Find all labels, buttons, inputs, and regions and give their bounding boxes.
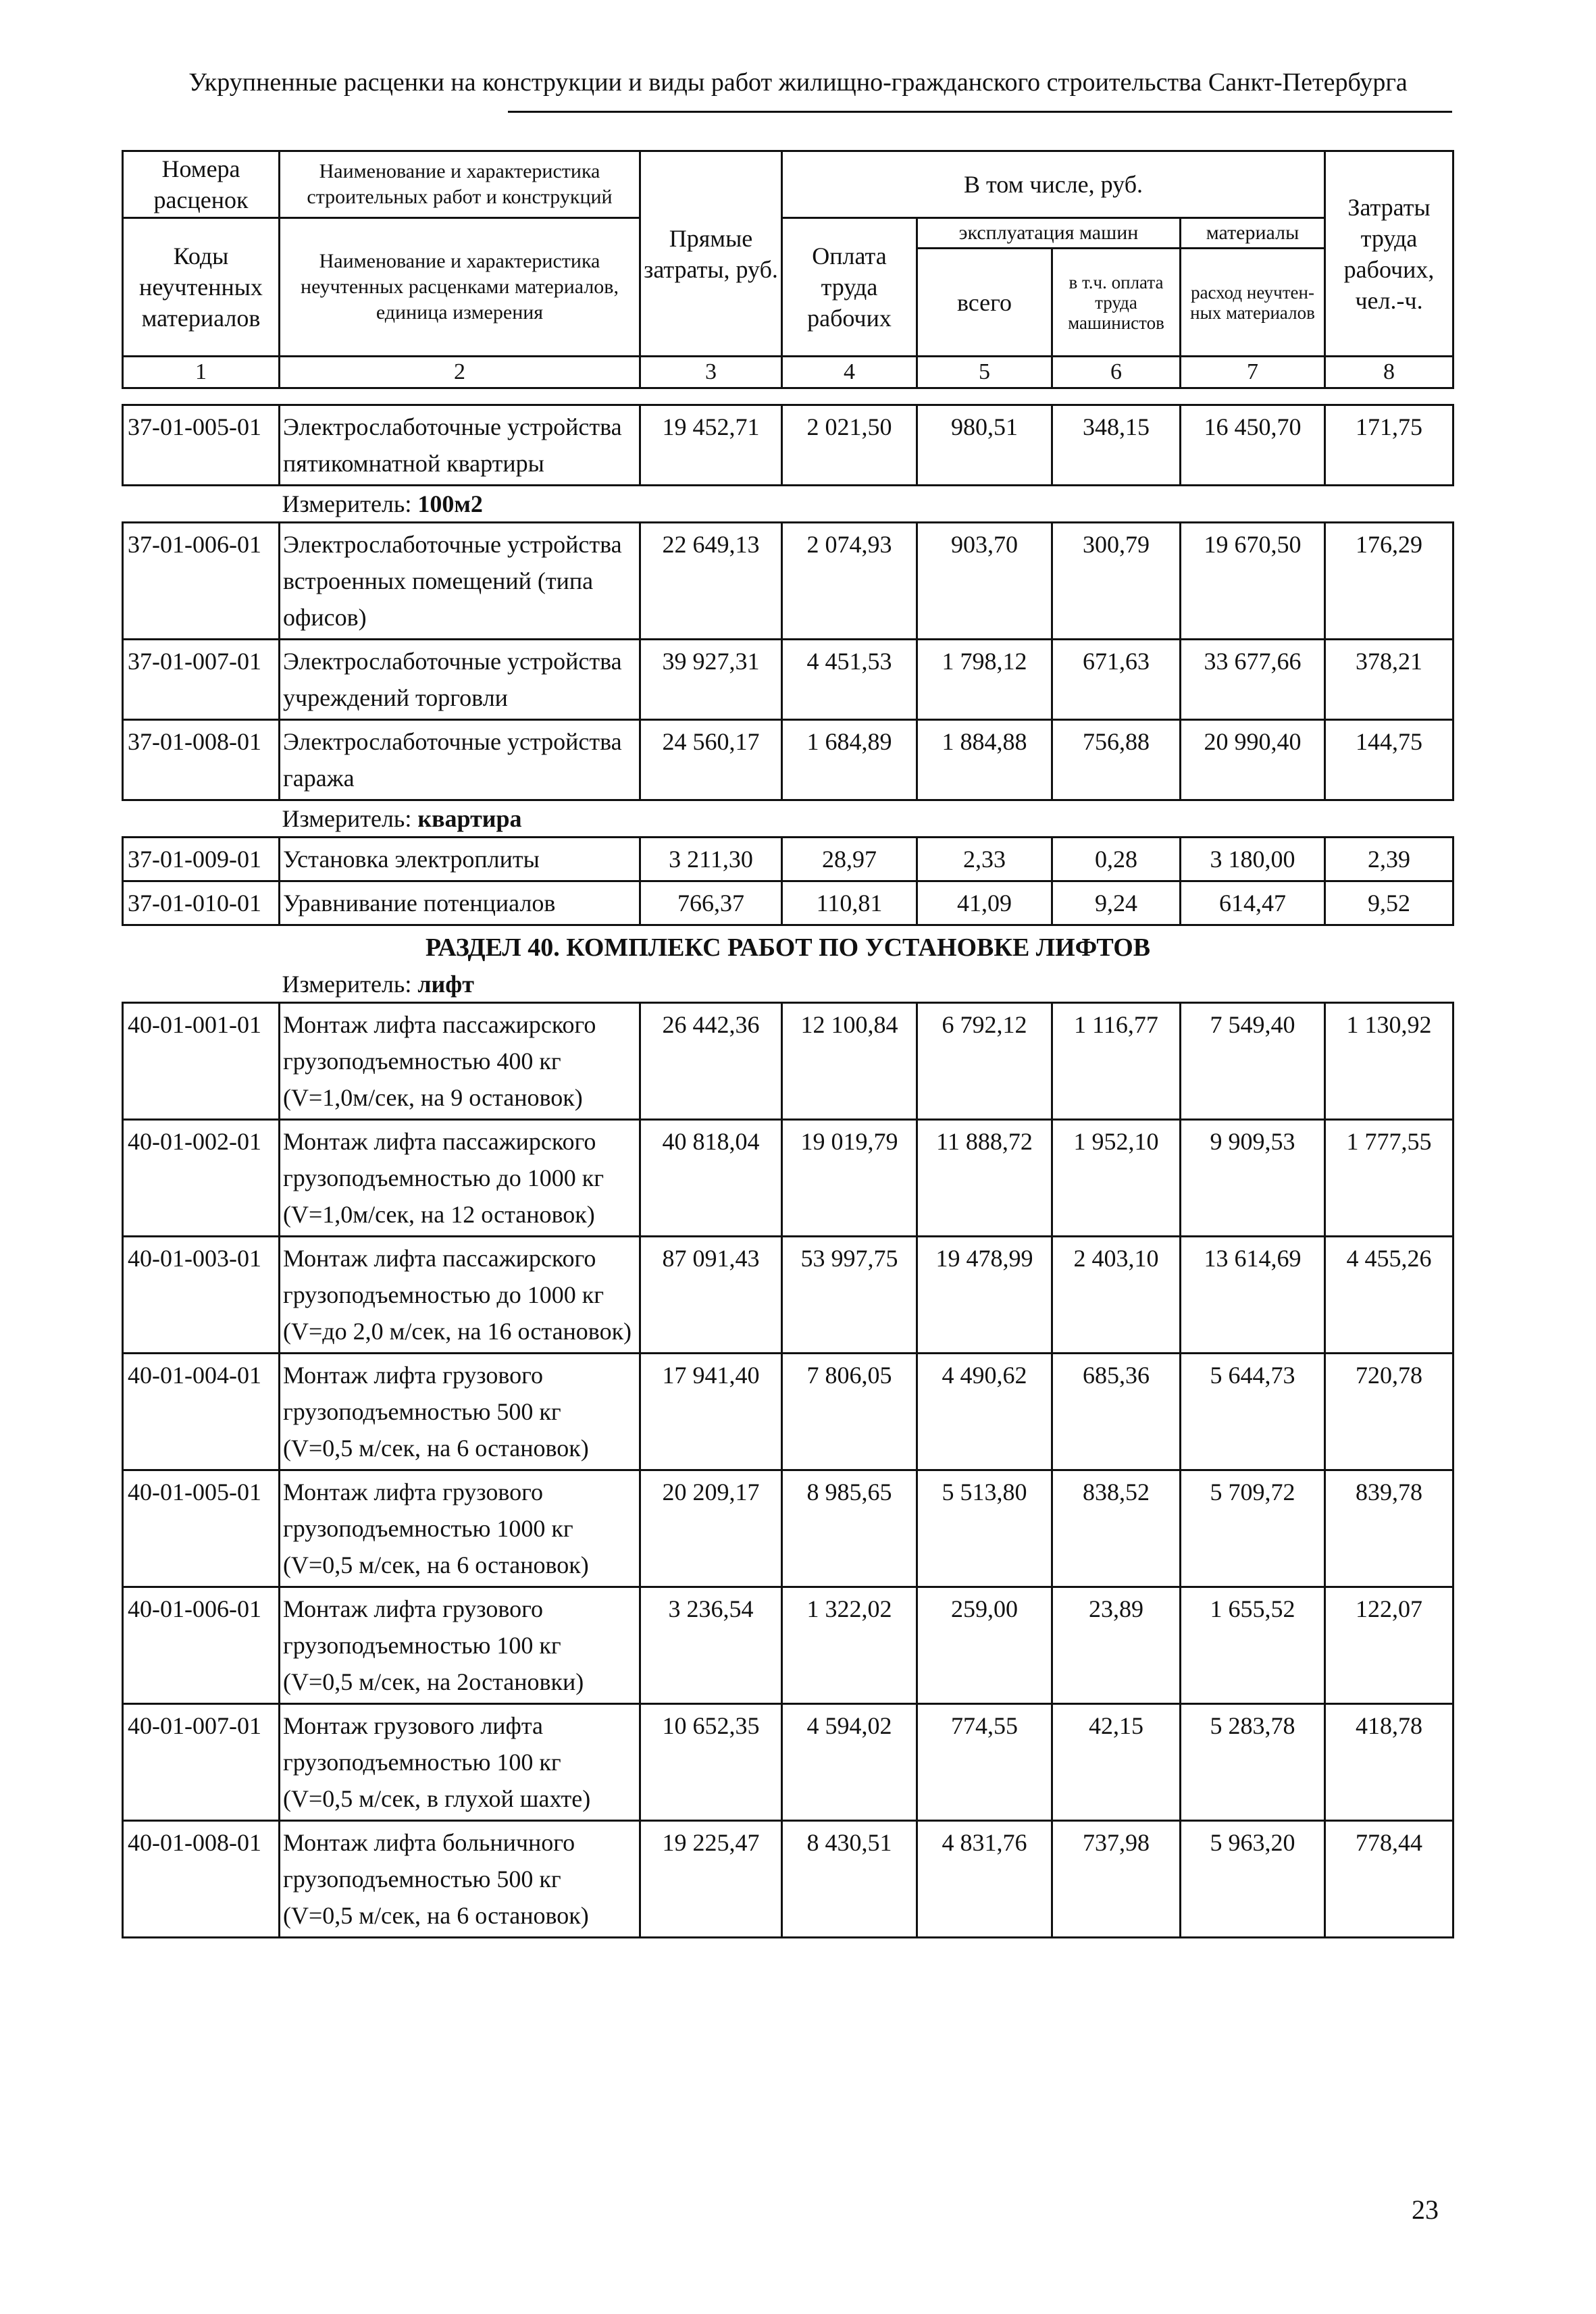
cell-labor: 19 019,79 [782, 1120, 917, 1237]
cell-materials: 5 644,73 [1181, 1354, 1325, 1470]
header-codes-bottom: Коды неучтенных материалов [123, 218, 280, 357]
cell-hours: 1 777,55 [1325, 1120, 1453, 1237]
cell-direct: 17 941,40 [640, 1354, 782, 1470]
cell-hours: 2,39 [1325, 838, 1453, 881]
header-number-7: 7 [1181, 357, 1325, 388]
cell-code: 37-01-009-01 [123, 838, 280, 881]
header-number-4: 4 [782, 357, 917, 388]
cell-direct: 3 236,54 [640, 1587, 782, 1704]
cell-name: Электрослаботочные устройства встроенных помещений (типа офисов) [280, 523, 640, 640]
cell-code: 40-01-006-01 [123, 1587, 280, 1704]
cell-machines: 6 792,12 [917, 1003, 1052, 1120]
cell-labor: 1 684,89 [782, 720, 917, 800]
meter-line-100m2: Измеритель: 100м2 [282, 490, 483, 517]
cell-direct: 19 225,47 [640, 1821, 782, 1938]
cell-name: Монтаж лифта грузового грузоподъемностью 100 кг (V=0,5 м/сек, на 2остановки) [280, 1587, 640, 1704]
cell-materials: 3 180,00 [1181, 838, 1325, 881]
table-row [123, 838, 1453, 881]
page-number: 23 [1412, 2194, 1439, 2225]
cell-name: Монтаж лифта грузового грузоподъемностью 500 кг (V=0,5 м/сек, на 6 остановок) [280, 1354, 640, 1470]
cell-labor: 4 451,53 [782, 640, 917, 720]
cell-machinists: 737,98 [1052, 1821, 1181, 1938]
table-row [123, 1120, 1453, 1237]
cell-materials: 1 655,52 [1181, 1587, 1325, 1704]
table-row [123, 1470, 1453, 1587]
cell-direct: 24 560,17 [640, 720, 782, 800]
cell-labor: 8 430,51 [782, 1821, 917, 1938]
cell-hours: 778,44 [1325, 1821, 1453, 1938]
cell-direct: 19 452,71 [640, 405, 782, 486]
cell-labor: 8 985,65 [782, 1470, 917, 1587]
cell-name: Электрослаботочные устройства пятикомнатной квартиры [280, 405, 640, 486]
header-number-5: 5 [917, 357, 1052, 388]
table-row [123, 1587, 1453, 1704]
cell-code: 37-01-006-01 [123, 523, 280, 640]
header-including: В том числе, руб. [782, 151, 1325, 218]
header-labor-cost: Затраты труда рабочих, чел.-ч. [1325, 151, 1453, 357]
cell-hours: 720,78 [1325, 1354, 1453, 1470]
cell-code: 40-01-007-01 [123, 1704, 280, 1821]
cell-labor: 110,81 [782, 881, 917, 925]
cell-materials: 13 614,69 [1181, 1237, 1325, 1354]
cell-materials: 614,47 [1181, 881, 1325, 925]
cell-code: 37-01-007-01 [123, 640, 280, 720]
cell-hours: 144,75 [1325, 720, 1453, 800]
header-number-8: 8 [1325, 357, 1453, 388]
header-name-top: Наименование и характеристика строительных работ и конструкций [280, 151, 640, 218]
cell-name: Монтаж лифта пассажирского грузоподъемностью до 1000 кг (V=1,0м/сек, на 12 остановок) [280, 1120, 640, 1237]
cell-machines: 1 884,88 [917, 720, 1052, 800]
cell-hours: 839,78 [1325, 1470, 1453, 1587]
cell-materials: 20 990,40 [1181, 720, 1325, 800]
cell-direct: 10 652,35 [640, 1704, 782, 1821]
header-codes-top: Номера расценок [123, 151, 280, 218]
cell-code: 40-01-008-01 [123, 1821, 280, 1938]
cell-materials: 33 677,66 [1181, 640, 1325, 720]
table-row [123, 640, 1453, 720]
cell-machinists: 42,15 [1052, 1704, 1181, 1821]
running-header: Укрупненные расценки на конструкции и виды работ жилищно-гражданского строительства Санкт-Петербурга [188, 68, 1408, 97]
cell-machinists: 2 403,10 [1052, 1237, 1181, 1354]
cell-hours: 176,29 [1325, 523, 1453, 640]
meter-line-lift: Измеритель: лифт [282, 971, 474, 998]
header-rule [508, 111, 1452, 113]
header-machines-total: всего [917, 249, 1052, 357]
cell-labor: 1 322,02 [782, 1587, 917, 1704]
cell-direct: 39 927,31 [640, 640, 782, 720]
cell-labor: 28,97 [782, 838, 917, 881]
table-row [123, 523, 1453, 640]
cell-code: 37-01-010-01 [123, 881, 280, 925]
cell-direct: 40 818,04 [640, 1120, 782, 1237]
cell-machines: 259,00 [917, 1587, 1052, 1704]
cell-name: Уравнивание потенциалов [280, 881, 640, 925]
cell-direct: 3 211,30 [640, 838, 782, 881]
cell-machines: 1 798,12 [917, 640, 1052, 720]
table-row [123, 1237, 1453, 1354]
header-name-bottom: Наименование и характеристика неучтенных расценками материалов, единица измерения [280, 218, 640, 357]
cell-code: 37-01-005-01 [123, 405, 280, 486]
cell-direct: 87 091,43 [640, 1237, 782, 1354]
cell-machinists: 1 952,10 [1052, 1120, 1181, 1237]
cell-machines: 980,51 [917, 405, 1052, 486]
cell-materials: 5 709,72 [1181, 1470, 1325, 1587]
cell-materials: 19 670,50 [1181, 523, 1325, 640]
cell-name: Электрослаботочные устройства гаража [280, 720, 640, 800]
cell-name: Электрослаботочные устройства учреждений торговли [280, 640, 640, 720]
table-row [123, 405, 1453, 486]
cell-labor: 2 021,50 [782, 405, 917, 486]
cell-machines: 11 888,72 [917, 1120, 1052, 1237]
header-machinists-pay: в т.ч. оплата труда машинистов [1052, 249, 1181, 357]
cell-machinists: 23,89 [1052, 1587, 1181, 1704]
cell-machinists: 9,24 [1052, 881, 1181, 925]
cell-code: 40-01-001-01 [123, 1003, 280, 1120]
cell-machinists: 685,36 [1052, 1354, 1181, 1470]
cell-code: 37-01-008-01 [123, 720, 280, 800]
cell-machinists: 0,28 [1052, 838, 1181, 881]
cell-labor: 53 997,75 [782, 1237, 917, 1354]
cell-machines: 2,33 [917, 838, 1052, 881]
table-row [123, 1354, 1453, 1470]
cell-machinists: 756,88 [1052, 720, 1181, 800]
cell-direct: 766,37 [640, 881, 782, 925]
cell-name: Монтаж лифта грузового грузоподъемностью 1000 кг (V=0,5 м/сек, на 6 остановок) [280, 1470, 640, 1587]
header-number-2: 2 [280, 357, 640, 388]
cell-code: 40-01-002-01 [123, 1120, 280, 1237]
cell-machinists: 300,79 [1052, 523, 1181, 640]
cell-hours: 418,78 [1325, 1704, 1453, 1821]
cell-name: Монтаж грузового лифта грузоподъемностью 100 кг (V=0,5 м/сек, в глухой шахте) [280, 1704, 640, 1821]
cell-name: Монтаж лифта пассажирского грузоподъемностью до 1000 кг (V=до 2,0 м/сек, на 16 остановок) [280, 1237, 640, 1354]
cell-direct: 22 649,13 [640, 523, 782, 640]
table-row [123, 1704, 1453, 1821]
cell-machinists: 838,52 [1052, 1470, 1181, 1587]
header-number-6: 6 [1052, 357, 1181, 388]
cell-materials: 16 450,70 [1181, 405, 1325, 486]
cell-materials: 9 909,53 [1181, 1120, 1325, 1237]
cell-machinists: 671,63 [1052, 640, 1181, 720]
cell-labor: 7 806,05 [782, 1354, 917, 1470]
header-number-1: 1 [123, 357, 280, 388]
cell-labor: 4 594,02 [782, 1704, 917, 1821]
cell-machines: 41,09 [917, 881, 1052, 925]
cell-machines: 19 478,99 [917, 1237, 1052, 1354]
cell-code: 40-01-005-01 [123, 1470, 280, 1587]
table-row [123, 881, 1453, 925]
cell-machinists: 1 116,77 [1052, 1003, 1181, 1120]
meter-line-apartment: Измеритель: квартира [282, 805, 522, 832]
cell-direct: 26 442,36 [640, 1003, 782, 1120]
cell-labor: 2 074,93 [782, 523, 917, 640]
header-labor-pay: Оплата труда рабочих [782, 218, 917, 357]
cell-hours: 9,52 [1325, 881, 1453, 925]
cell-hours: 378,21 [1325, 640, 1453, 720]
header-materials: материалы [1181, 218, 1325, 249]
header-materials-unaccounted: расход неучтен-ных материалов [1181, 249, 1325, 357]
cell-direct: 20 209,17 [640, 1470, 782, 1587]
cell-machines: 4 490,62 [917, 1354, 1052, 1470]
cell-machines: 5 513,80 [917, 1470, 1052, 1587]
cell-code: 40-01-003-01 [123, 1237, 280, 1354]
price-table [122, 404, 1454, 1938]
cell-materials: 5 963,20 [1181, 1821, 1325, 1938]
section-title: РАЗДЕЛ 40. КОМПЛЕКС РАБОТ ПО УСТАНОВКЕ ЛИФТОВ [425, 933, 1151, 962]
cell-machines: 774,55 [917, 1704, 1052, 1821]
header-number-3: 3 [640, 357, 782, 388]
cell-name: Установка электроплиты [280, 838, 640, 881]
header-machines: эксплуатация машин [917, 218, 1181, 249]
table-row [123, 720, 1453, 800]
cell-hours: 171,75 [1325, 405, 1453, 486]
table-row [123, 1003, 1453, 1120]
column-header-table [122, 150, 1454, 389]
cell-hours: 4 455,26 [1325, 1237, 1453, 1354]
table-row [123, 1821, 1453, 1938]
cell-hours: 1 130,92 [1325, 1003, 1453, 1120]
cell-name: Монтаж лифта больничного грузоподъемностью 500 кг (V=0,5 м/сек, на 6 остановок) [280, 1821, 640, 1938]
cell-materials: 5 283,78 [1181, 1704, 1325, 1821]
cell-machines: 4 831,76 [917, 1821, 1052, 1938]
cell-hours: 122,07 [1325, 1587, 1453, 1704]
cell-labor: 12 100,84 [782, 1003, 917, 1120]
cell-materials: 7 549,40 [1181, 1003, 1325, 1120]
cell-machinists: 348,15 [1052, 405, 1181, 486]
cell-name: Монтаж лифта пассажирского грузоподъемностью 400 кг (V=1,0м/сек, на 9 остановок) [280, 1003, 640, 1120]
header-direct: Прямые затраты, руб. [640, 151, 782, 357]
cell-code: 40-01-004-01 [123, 1354, 280, 1470]
cell-machines: 903,70 [917, 523, 1052, 640]
